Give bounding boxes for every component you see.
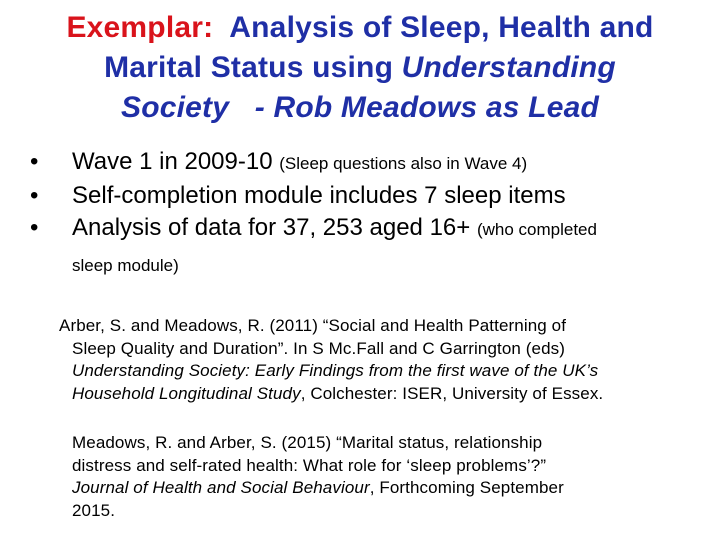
reference-1-line-4 bbox=[72, 383, 702, 406]
reference-2-line-2: distress and self-rated health: What role for ‘sleep problems’?” bbox=[72, 455, 547, 475]
reference-1-line-3: Understanding Society: Early Findings from the first wave of the UK’s bbox=[72, 361, 599, 380]
title-line-2 bbox=[20, 48, 700, 88]
reference-1-line-4-italic: Household Longitudinal Study bbox=[72, 383, 301, 403]
bullet-list bbox=[30, 146, 710, 246]
bullet-3-continuation: sleep module) bbox=[72, 256, 179, 275]
title-line-3-italic: Society bbox=[121, 91, 230, 124]
bullet-item bbox=[30, 180, 710, 212]
slide-title bbox=[20, 8, 700, 128]
reference-2-line-3-text: , Forthcoming September bbox=[369, 478, 564, 497]
title-line-1 bbox=[20, 8, 700, 48]
bullet-item bbox=[30, 146, 710, 180]
reference-2-line-3-italic: Journal of Health and Social Behaviour bbox=[72, 478, 370, 497]
bullet-item bbox=[30, 212, 710, 246]
reference-2-line-1: Meadows, R. and Arber, S. (2015) “Marital status, relationship bbox=[72, 433, 543, 452]
bullet-icon: • bbox=[30, 182, 39, 209]
reference-2-line-4: 2015. bbox=[72, 500, 116, 520]
bullet-3-note: (who completed bbox=[476, 220, 597, 239]
reference-1-line-2: Sleep Quality and Duration”. In S Mc.Fall and C Garrington (eds) bbox=[72, 338, 566, 358]
bullet-icon: • bbox=[30, 214, 39, 241]
title-line-3-text: - Rob Meadows as Lead bbox=[254, 91, 599, 124]
title-line-2-text: Marital Status using bbox=[104, 51, 402, 84]
bullet-icon: • bbox=[30, 148, 39, 175]
reference-2 bbox=[72, 432, 692, 522]
reference-1-line-1: Arber, S. and Meadows, R. (2011) “Social and Health Patterning of bbox=[59, 316, 567, 335]
reference-2-line-3 bbox=[72, 477, 692, 500]
title-exemplar-label: Exemplar: bbox=[66, 11, 214, 44]
bullet-1-note: (Sleep questions also in Wave 4) bbox=[279, 154, 528, 173]
reference-1 bbox=[59, 315, 702, 405]
reference-1-line-4-text: , Colchester: ISER, University of Essex. bbox=[300, 383, 604, 403]
title-line-1-text: Analysis of Sleep, Health and bbox=[229, 11, 654, 44]
bullet-3-text: Analysis of data for 37, 253 aged 16+ bbox=[72, 214, 477, 241]
bullet-2-text: Self-completion module includes 7 sleep items bbox=[72, 182, 566, 209]
title-line-3 bbox=[20, 88, 700, 128]
bullet-1-text: Wave 1 in 2009-10 bbox=[72, 148, 280, 175]
title-line-2-italic: Understanding bbox=[401, 51, 616, 84]
